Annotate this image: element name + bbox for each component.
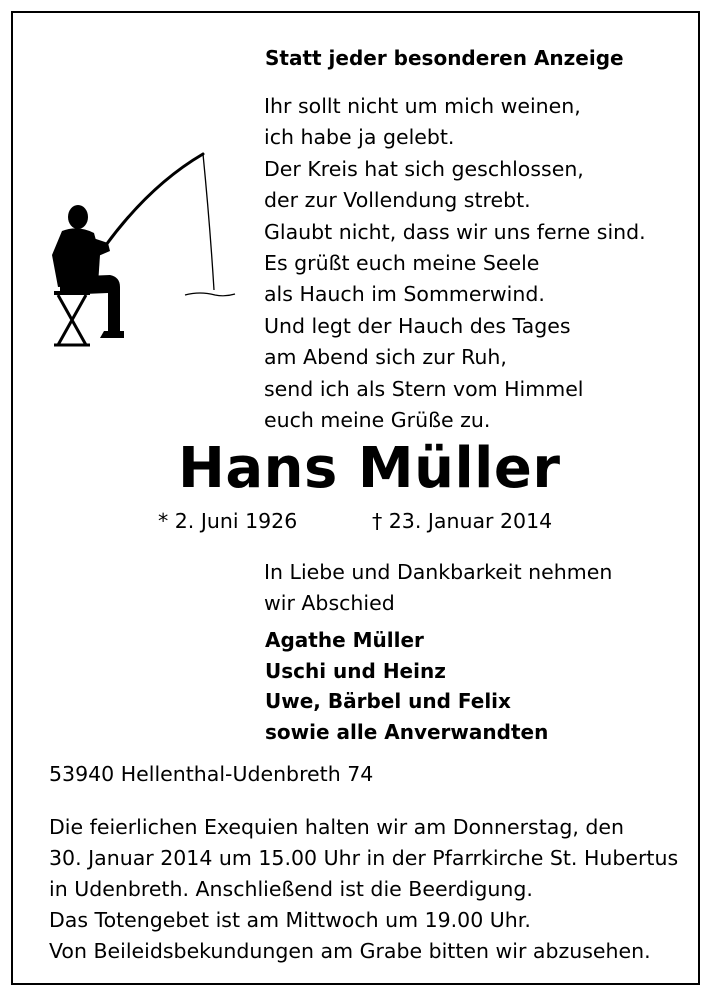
farewell-line: wir Abschied (264, 591, 395, 615)
death-date: † 23. Januar 2014 (372, 509, 553, 533)
poem-line: ich habe ja gelebt. (264, 125, 455, 150)
notice-heading: Statt jeder besonderen Anzeige (265, 46, 624, 70)
farewell-text (264, 557, 612, 619)
poem-line: am Abend sich zur Ruh, (264, 345, 507, 370)
poem-line: als Hauch im Sommerwind. (264, 282, 545, 307)
farewell-line: In Liebe und Dankbarkeit nehmen (264, 560, 613, 584)
fisherman-silhouette-icon (40, 145, 240, 355)
poem-line: send ich als Stern vom Himmel (264, 376, 584, 401)
poem-line: Ihr sollt nicht um mich weinen, (264, 94, 581, 118)
service-line: Von Beileidsbekundungen am Grabe bitten wir abzusehen. (49, 939, 651, 963)
address: 53940 Hellenthal-Udenbreth 74 (49, 762, 374, 786)
family-member: Uschi und Heinz (265, 658, 446, 683)
poem-line: Und legt der Hauch des Tages (264, 313, 571, 338)
poem-line: Glaubt nicht, dass wir uns ferne sind. (264, 219, 646, 244)
birth-date: * 2. Juni 1926 (158, 509, 298, 533)
service-info (49, 812, 678, 967)
service-line: 30. Januar 2014 um 15.00 Uhr in der Pfarrkirche St. Hubertus (49, 846, 679, 870)
family-member: Uwe, Bärbel und Felix (265, 689, 511, 713)
service-line: Das Totengebet ist am Mittwoch um 19.00 Uhr. (49, 908, 531, 932)
family-member: sowie alle Anverwandten (265, 719, 549, 744)
service-line: Die feierlichen Exequien halten wir am Donnerstag, den (49, 815, 625, 839)
poem-line: Der Kreis hat sich geschlossen, (264, 156, 584, 181)
service-line: in Udenbreth. Anschließend ist die Beerdigung. (49, 877, 533, 901)
family-list (265, 625, 548, 747)
poem-line: Es grüßt euch meine Seele (264, 251, 540, 276)
deceased-name: Hans Müller (178, 436, 561, 501)
poem-line: der zur Vollendung strebt. (264, 188, 531, 213)
poem-line: euch meine Grüße zu. (264, 408, 491, 433)
family-member: Agathe Müller (265, 628, 424, 652)
poem (264, 91, 646, 436)
